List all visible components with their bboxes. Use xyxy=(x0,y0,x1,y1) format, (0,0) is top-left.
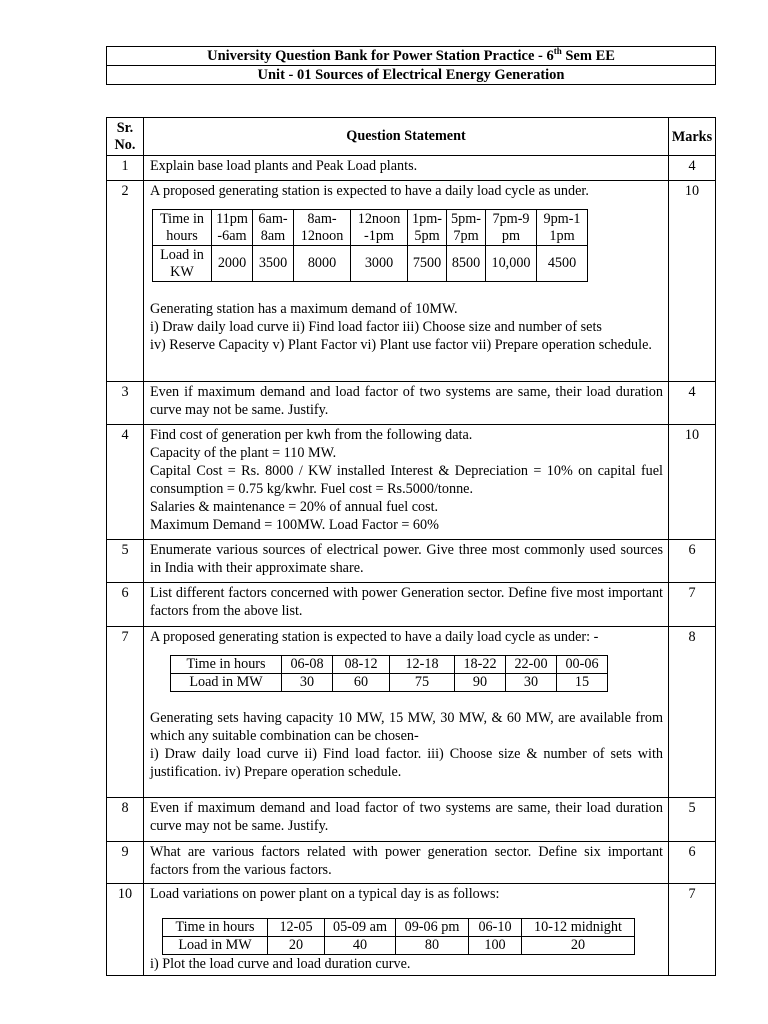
sub-header-cell: 12-18 xyxy=(390,656,455,674)
sub-header-cell: 18-22 xyxy=(455,656,506,674)
question-line: i) Plot the load curve and load duration curve. xyxy=(150,956,411,972)
question-line: i) Draw daily load curve ii) Find load factor. iii) Choose size & number of sets with justification. iv) Prepare operation schedule. xyxy=(150,746,663,780)
row-sr: 2 xyxy=(107,181,144,382)
question-line: Maximum Demand = 100MW. Load Factor = 60% xyxy=(150,517,439,533)
sub-value-cell: 30 xyxy=(282,674,333,692)
col-sr-line1: Sr. xyxy=(116,120,134,136)
question-table xyxy=(106,117,716,976)
sub-header-cell: 05-09 am xyxy=(325,919,396,937)
sub-header-cell: 1pm- 5pm xyxy=(408,210,447,246)
title-tail: Sem EE xyxy=(561,48,615,64)
row-question xyxy=(144,842,669,884)
sub-value-cell: 30 xyxy=(506,674,557,692)
row-sr: 7 xyxy=(107,627,144,798)
row-question xyxy=(144,884,669,976)
question-intro: Load variations on power plant on a typical day is as follows: xyxy=(150,886,500,902)
col-question-header: Question Statement xyxy=(144,118,669,156)
sub-value-cell: 40 xyxy=(325,937,396,955)
sub-header-cell: 00-06 xyxy=(557,656,608,674)
question-intro: A proposed generating station is expected to have a daily load cycle as under: - xyxy=(150,629,599,645)
row-marks: 7 xyxy=(669,583,716,627)
sub-value-cell: 20 xyxy=(268,937,325,955)
sub-value-cell: Load in MW xyxy=(171,674,282,692)
row-question xyxy=(144,156,669,181)
row-marks: 6 xyxy=(669,540,716,583)
table-row xyxy=(107,382,716,425)
sub-header-cell: Time in hours xyxy=(171,656,282,674)
load-variation-table xyxy=(162,918,635,955)
title-superscript: th xyxy=(553,46,562,57)
sub-header-cell: 12noon -1pm xyxy=(351,210,408,246)
sub-value-cell: 8000 xyxy=(294,246,351,282)
table-row xyxy=(107,842,716,884)
sub-header-cell: 06-08 xyxy=(282,656,333,674)
sub-value-cell: 3000 xyxy=(351,246,408,282)
question-line: What are various factors related with power generation sector. Define six important factors from the various factors. xyxy=(150,844,663,878)
header-table xyxy=(106,46,716,85)
row-sr: 9 xyxy=(107,842,144,884)
sub-value-cell: 10,000 xyxy=(486,246,537,282)
row-marks: 6 xyxy=(669,842,716,884)
table-row xyxy=(107,627,716,798)
sub-header-cell: 09-06 pm xyxy=(396,919,469,937)
question-line: Enumerate various sources of electrical power. Give three most commonly used sources in India with their approximate share. xyxy=(150,542,663,576)
row-question xyxy=(144,583,669,627)
sub-value-cell: 90 xyxy=(455,674,506,692)
table-row xyxy=(107,583,716,627)
sub-value-cell: Load in KW xyxy=(153,246,212,282)
row-question xyxy=(144,627,669,798)
question-line: Generating station has a maximum demand of 10MW. xyxy=(150,301,458,317)
row-marks: 4 xyxy=(669,382,716,425)
question-line: Capacity of the plant = 110 MW. xyxy=(150,445,337,461)
row-question xyxy=(144,425,669,540)
question-line: Generating sets having capacity 10 MW, 15 MW, 30 MW, & 60 MW, are available from which any suitable combination can be chosen- xyxy=(150,710,663,744)
sub-value-cell: Load in MW xyxy=(163,937,268,955)
row-sr: 1 xyxy=(107,156,144,181)
col-sr-header xyxy=(107,118,144,156)
row-question xyxy=(144,181,669,382)
question-line: Salaries & maintenance = 20% of annual fuel cost. xyxy=(150,499,439,515)
sub-header-cell: 8am- 12noon xyxy=(294,210,351,246)
sub-value-cell: 75 xyxy=(390,674,455,692)
table-row xyxy=(107,156,716,181)
sub-header-cell: 11pm -6am xyxy=(212,210,253,246)
question-line: Explain base load plants and Peak Load plants. xyxy=(150,158,418,174)
sub-header-cell: Time in hours xyxy=(153,210,212,246)
sub-value-cell: 4500 xyxy=(537,246,588,282)
row-marks: 7 xyxy=(669,884,716,976)
row-marks: 10 xyxy=(669,181,716,382)
unit-title: Unit - 01 Sources of Electrical Energy Generation xyxy=(107,66,716,85)
sub-header-cell: 10-12 midnight xyxy=(522,919,635,937)
row-question xyxy=(144,798,669,842)
row-marks: 4 xyxy=(669,156,716,181)
sub-value-cell: 2000 xyxy=(212,246,253,282)
sub-value-cell: 60 xyxy=(333,674,390,692)
sub-header-cell: 12-05 xyxy=(268,919,325,937)
sub-header-cell: 9pm-1 1pm xyxy=(537,210,588,246)
col-marks-header: Marks xyxy=(669,118,716,156)
sub-value-cell: 80 xyxy=(396,937,469,955)
table-row xyxy=(107,798,716,842)
sub-header-cell: 22-00 xyxy=(506,656,557,674)
row-question xyxy=(144,540,669,583)
row-marks: 5 xyxy=(669,798,716,842)
question-line: iv) Reserve Capacity v) Plant Factor vi) Plant use factor vii) Prepare operation schedule. xyxy=(150,337,652,353)
sub-header-cell: 5pm- 7pm xyxy=(447,210,486,246)
row-sr: 8 xyxy=(107,798,144,842)
question-line: i) Draw daily load curve ii) Find load factor iii) Choose size and number of sets xyxy=(150,319,602,335)
question-line: Even if maximum demand and load factor of two systems are same, their load duration curve may not be same. Justify. xyxy=(150,384,663,418)
load-cycle-table xyxy=(152,209,588,282)
question-line: Find cost of generation per kwh from the following data. xyxy=(150,427,473,443)
sub-value-cell: 7500 xyxy=(408,246,447,282)
row-marks: 10 xyxy=(669,425,716,540)
sub-header-cell: 06-10 xyxy=(469,919,522,937)
table-row xyxy=(107,425,716,540)
question-line: Capital Cost = Rs. 8000 / KW installed Interest & Depreciation = 10% on capital fuel consumption = 0.75 kg/kwhr. Fuel cost = Rs.5000/tonne. xyxy=(150,463,663,497)
col-sr-line2: No. xyxy=(114,137,136,153)
sub-value-cell: 15 xyxy=(557,674,608,692)
load-cycle-table xyxy=(170,655,608,692)
page-title xyxy=(107,47,716,66)
row-sr: 4 xyxy=(107,425,144,540)
sub-header-cell: 7pm-9 pm xyxy=(486,210,537,246)
row-marks: 8 xyxy=(669,627,716,798)
question-intro: A proposed generating station is expected to have a daily load cycle as under. xyxy=(150,183,589,199)
sub-value-cell: 3500 xyxy=(253,246,294,282)
table-row xyxy=(107,540,716,583)
sub-header-cell: 6am- 8am xyxy=(253,210,294,246)
row-sr: 3 xyxy=(107,382,144,425)
row-question xyxy=(144,382,669,425)
row-sr: 6 xyxy=(107,583,144,627)
question-line: Even if maximum demand and load factor of two systems are same, their load duration curve may not be same. Justify. xyxy=(150,800,663,834)
row-sr: 10 xyxy=(107,884,144,976)
question-line: List different factors concerned with power Generation sector. Define five most important factors from the above list. xyxy=(150,585,663,619)
sub-header-cell: 08-12 xyxy=(333,656,390,674)
sub-value-cell: 8500 xyxy=(447,246,486,282)
sub-value-cell: 100 xyxy=(469,937,522,955)
table-row xyxy=(107,884,716,976)
row-sr: 5 xyxy=(107,540,144,583)
title-main: University Question Bank for Power Station Practice - 6 xyxy=(207,48,554,64)
sub-value-cell: 20 xyxy=(522,937,635,955)
table-row xyxy=(107,181,716,382)
sub-header-cell: Time in hours xyxy=(163,919,268,937)
